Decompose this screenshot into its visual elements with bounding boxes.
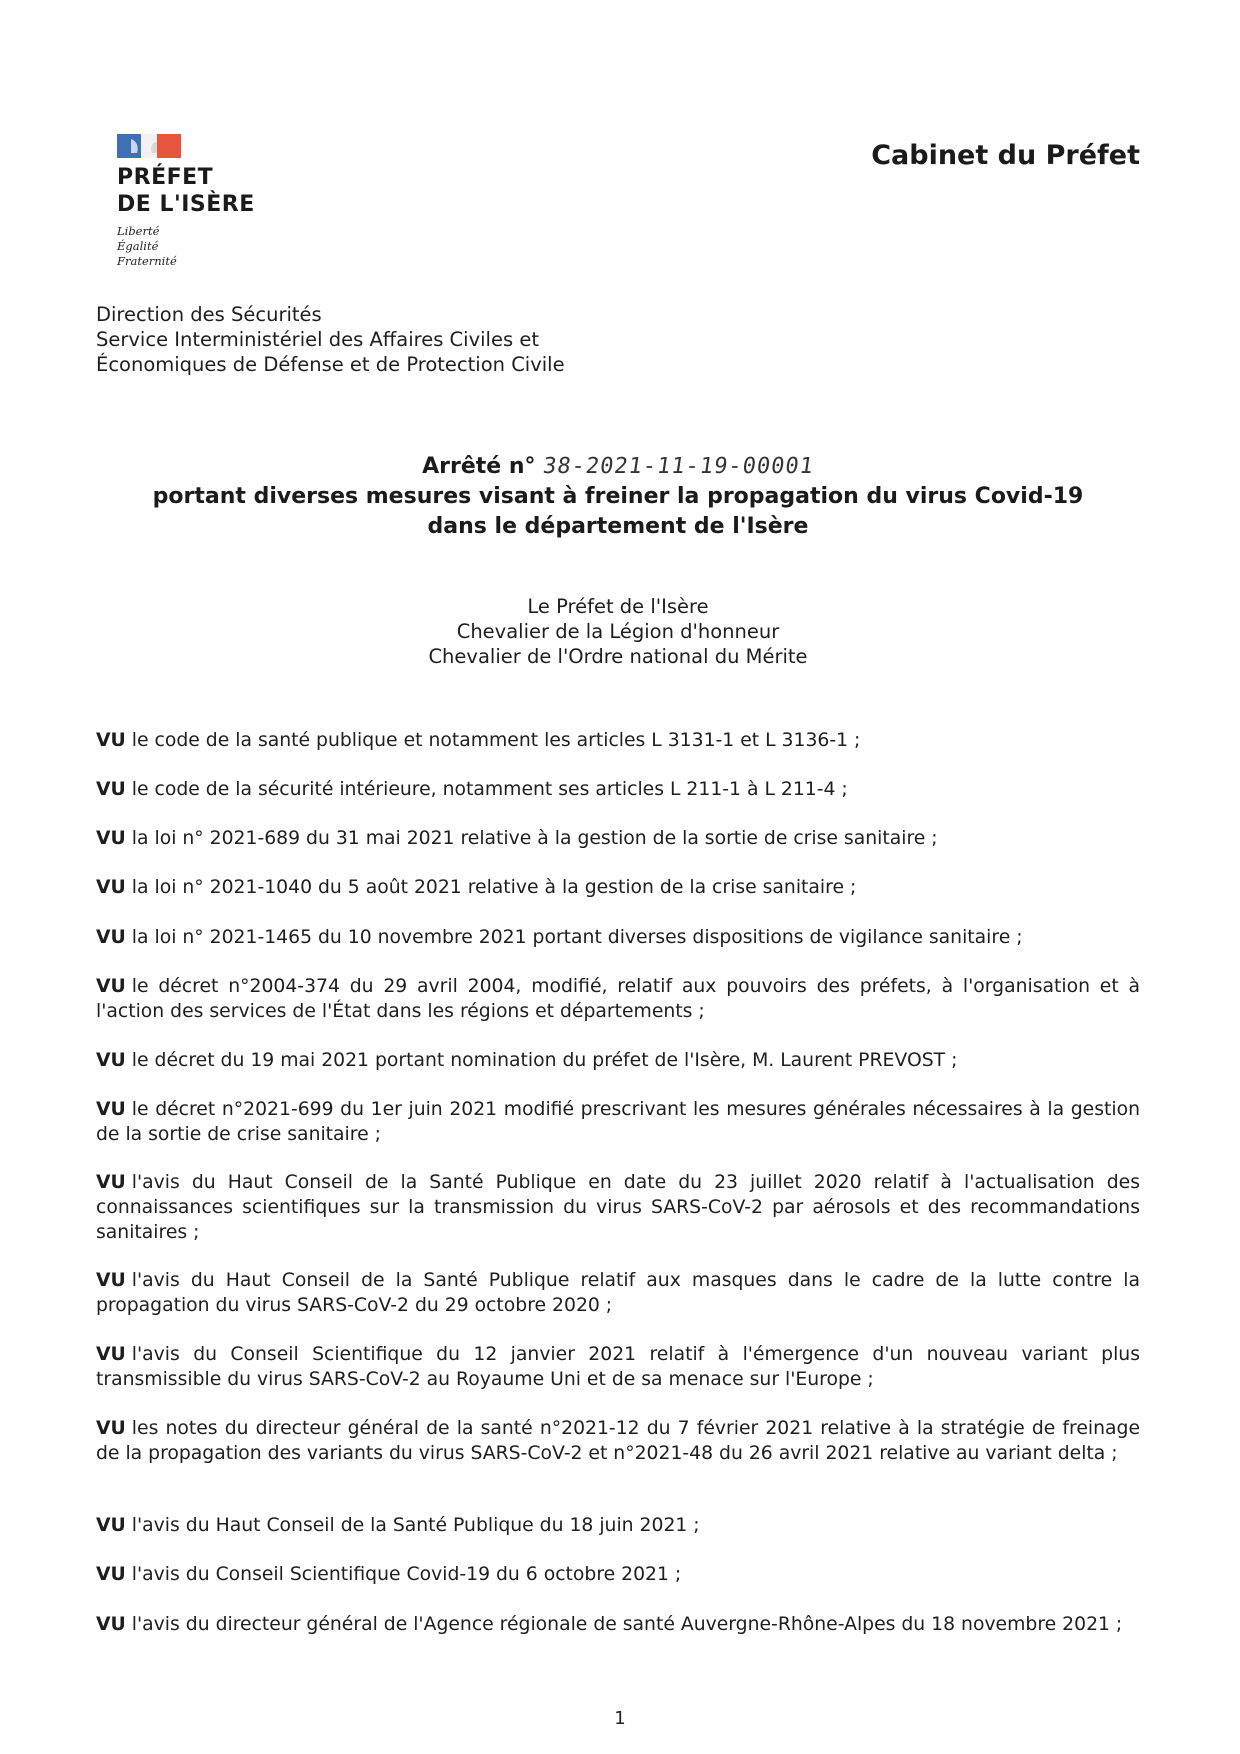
consideration-item	[96, 974, 1140, 1024]
consideration-text: l'avis du Haut Conseil de la Santé Publique en date du 23 juillet 2020 relatif à l'actualisation des connaissances scientifiques sur la transmission du virus SARS-CoV-2 par aérosols et des recommandations sanitaires ;	[96, 1172, 1140, 1243]
consideration-text: l'avis du Haut Conseil de la Santé Publique du 18 juin 2021 ;	[131, 1515, 700, 1536]
consideration-text: le décret du 19 mai 2021 portant nomination du préfet de l'Isère, M. Laurent PREVOST ;	[131, 1050, 958, 1071]
vu-label: VU	[96, 1614, 126, 1635]
republic-motto	[117, 224, 317, 269]
arrete-number-handwritten: 38-2021-11-19-00001	[541, 454, 816, 479]
consideration-text: l'avis du Conseil Scientifique du 12 janvier 2021 relatif à l'émergence d'un nouveau variant plus transmissible du virus SARS-CoV-2 au Royaume Uni et de sa menace sur l'Europe ;	[96, 1344, 1140, 1390]
consideration-item	[96, 1416, 1140, 1466]
prefet-title-line: Le Préfet de l'Isère	[527, 595, 709, 618]
logo-isere-text: DE L'ISÈRE	[117, 192, 255, 217]
direction-line: Économiques de Défense et de Protection Civile	[96, 353, 565, 376]
consideration-text: le décret n°2021-699 du 1er juin 2021 modifié prescrivant les mesures générales nécessaires à la gestion de la sortie de crise sanitaire ;	[96, 1099, 1140, 1145]
consideration-item	[96, 1170, 1140, 1245]
consideration-text: les notes du directeur général de la santé n°2021-12 du 7 février 2021 relative à la stratégie de freinage de la propagation des variants du virus SARS-CoV-2 et n°2021-48 du 26 avril 2021 relative au variant delta ;	[96, 1418, 1140, 1464]
consideration-text: le code de la sécurité intérieure, notamment ses articles L 211-1 à L 211-4 ;	[131, 779, 848, 800]
logo-prefet-text: PRÉFET	[117, 165, 214, 190]
prefet-title-line: Chevalier de l'Ordre national du Mérite	[428, 645, 808, 668]
consideration-item	[96, 777, 1140, 802]
vu-label: VU	[96, 927, 126, 948]
consideration-item	[96, 875, 1140, 900]
direction-line: Service Interministériel des Affaires Civiles et	[96, 328, 539, 351]
prefet-titles	[96, 594, 1140, 669]
consideration-item	[96, 1097, 1140, 1147]
vu-label: VU	[96, 1564, 126, 1585]
consideration-item	[96, 1342, 1140, 1392]
consideration-text: l'avis du Haut Conseil de la Santé Publique relatif aux masques dans le cadre de la lutte contre la propagation du virus SARS-CoV-2 du 29 octobre 2020 ;	[96, 1270, 1140, 1316]
consideration-text: le décret n°2004-374 du 29 avril 2004, modifié, relatif aux pouvoirs des préfets, à l'organisation et à l'action des services de l'État dans les régions et départements ;	[96, 976, 1140, 1022]
vu-label: VU	[96, 1099, 126, 1120]
arrete-number-line	[96, 452, 1140, 482]
motto-egalite: Égalité	[117, 239, 159, 253]
vu-label: VU	[96, 1050, 126, 1071]
consideration-item	[96, 1268, 1140, 1318]
arrete-prefix: Arrêté n°	[422, 454, 536, 479]
vu-label: VU	[96, 730, 126, 751]
consideration-item	[96, 728, 1140, 753]
prefet-logo	[117, 134, 317, 269]
vu-label: VU	[96, 1515, 126, 1536]
consideration-item	[96, 826, 1140, 851]
arrete-subject: portant diverses mesures visant à freiner la propagation du virus Covid-19	[152, 484, 1084, 509]
vu-label: VU	[96, 828, 126, 849]
vu-label: VU	[96, 1172, 126, 1193]
consideration-text: la loi n° 2021-689 du 31 mai 2021 relative à la gestion de la sortie de crise sanitaire ;	[131, 828, 938, 849]
vu-label: VU	[96, 1418, 126, 1439]
vu-label: VU	[96, 976, 126, 997]
vu-label: VU	[96, 1344, 126, 1365]
arrete-title	[96, 452, 1140, 542]
consideration-text: l'avis du directeur général de l'Agence régionale de santé Auvergne-Rhône-Alpes du 18 novembre 2021 ;	[131, 1614, 1123, 1635]
consideration-text: la loi n° 2021-1040 du 5 août 2021 relative à la gestion de la crise sanitaire ;	[131, 877, 857, 898]
consideration-text: le code de la santé publique et notamment les articles L 3131-1 et L 3136-1 ;	[131, 730, 861, 751]
arrete-scope: dans le département de l'Isère	[427, 514, 809, 539]
consideration-item	[96, 1562, 1140, 1587]
direction-line: Direction des Sécurités	[96, 303, 322, 326]
vu-label: VU	[96, 877, 126, 898]
page-number: 1	[614, 1708, 626, 1729]
marianne-flag-icon	[117, 134, 181, 158]
consideration-item	[96, 1513, 1140, 1538]
consideration-item	[96, 925, 1140, 950]
vu-label: VU	[96, 1270, 126, 1291]
direction-block	[96, 302, 565, 377]
prefet-title-line: Chevalier de la Légion d'honneur	[456, 620, 780, 643]
motto-liberte: Liberté	[117, 224, 160, 238]
service-heading: Cabinet du Préfet	[871, 140, 1140, 171]
consideration-item	[96, 1612, 1140, 1637]
consideration-item	[96, 1048, 1140, 1073]
vu-label: VU	[96, 779, 126, 800]
consideration-text: l'avis du Conseil Scientifique Covid-19 du 6 octobre 2021 ;	[131, 1564, 682, 1585]
consideration-text: la loi n° 2021-1465 du 10 novembre 2021 portant diverses dispositions de vigilance sanitaire ;	[131, 927, 1023, 948]
motto-fraternite: Fraternité	[117, 254, 177, 268]
